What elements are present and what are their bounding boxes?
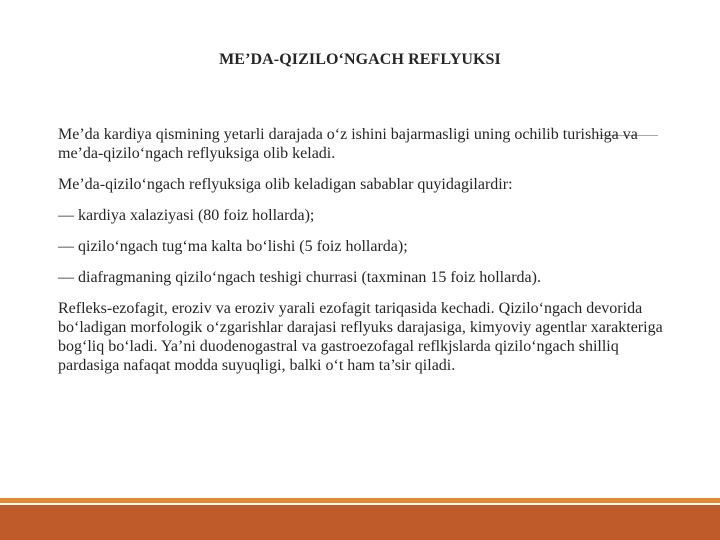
footer-accent-stripe (0, 498, 720, 503)
paragraph-intro: Me’da kardiya qismining yetarli darajada o‘z ishini bajarmasligi uning ochilib turishiga va me’da-qizilo‘ngach reflyuksiga olib keladi. (58, 126, 638, 162)
paragraph-causes-heading: Me’da-qizilo‘ngach reflyuksiga olib keladigan sabablar quyidagilardir: (58, 176, 513, 193)
footer-band (0, 505, 720, 540)
list-item-cause-3: — diafragmaning qizilo‘ngach teshigi churrasi (taxminan 15 foiz hollarda). (58, 269, 541, 286)
slide-body (58, 125, 670, 387)
list-item-cause-2: — qizilo‘ngach tug‘ma kalta bo‘lishi (5 foiz hollarda); (58, 238, 408, 255)
paragraph-description: Refleks-ezofagit, eroziv va eroziv yarali ezofagit tariqasida kechadi. Qizilo‘ngach devorida bo‘ladigan morfologik o‘zgarishlar darajasi reflyuks darajasiga, kimyoviy agentlar xarakteriga bog‘liq bo‘ladi. Ya’ni duodenogastral va gastroezofagal reflkjslarda qizilo‘ngach shilliq pardasiga nafaqat modda suyuqligi, balki o‘t ham ta’sir qiladi. (58, 300, 663, 374)
list-item-cause-1: — kardiya xalaziyasi (80 foiz hollarda); (58, 207, 315, 224)
slide-title: ME’DA-QIZILO‘NGACH REFLYUKSI (219, 51, 501, 68)
